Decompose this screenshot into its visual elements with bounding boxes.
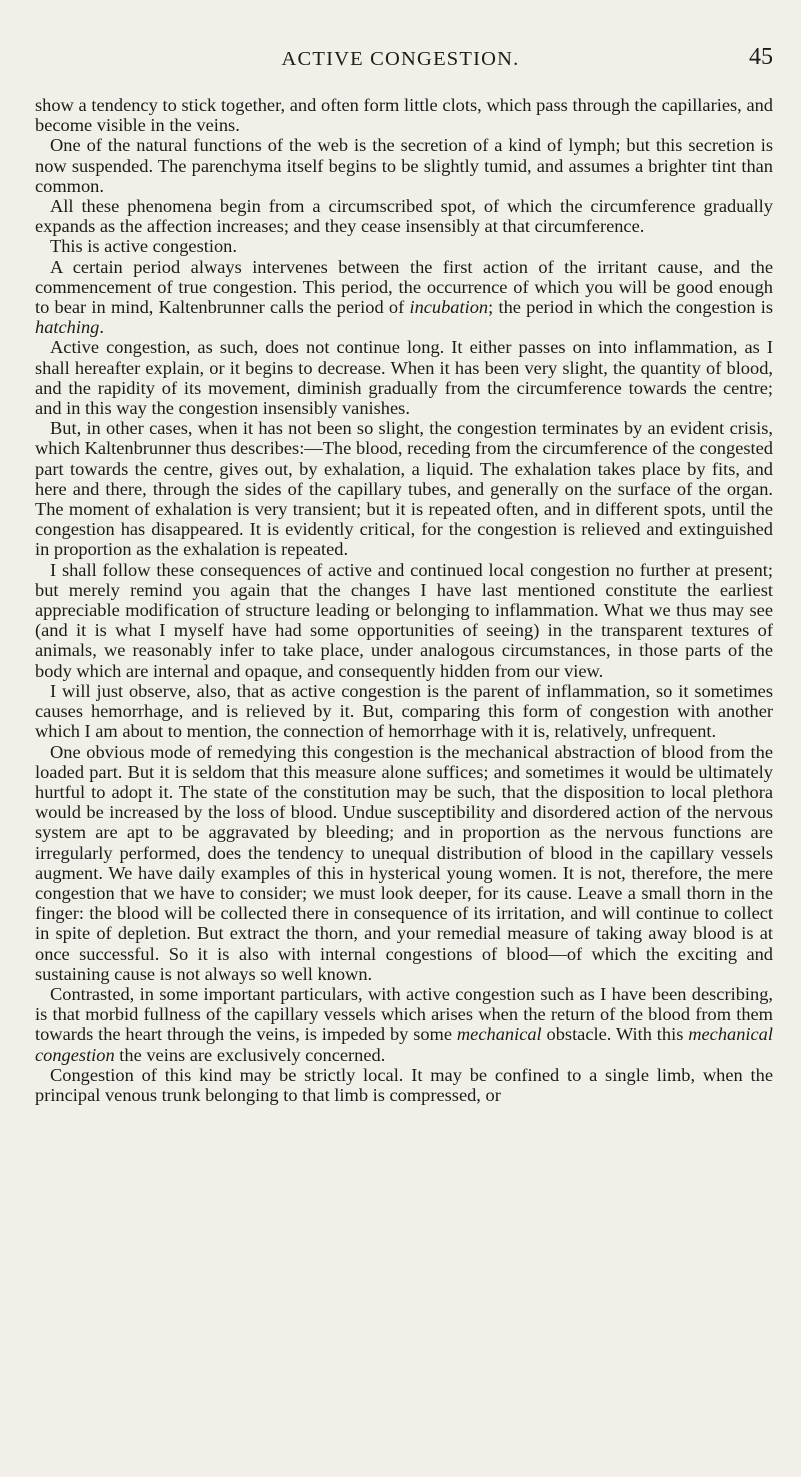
page-number: 45 (749, 44, 773, 70)
paragraph: One obvious mode of remedying this congestion is the mechanical abstraction of blood from the loaded part. But it is seldom that this measure alone suffices; and sometimes it would be ultimately hurtful to adopt it. The state of the constitution may be such, that the disposition to local plethora would be increased by the loss of blood. Undue susceptibility and disordered action of the nervous system are apt to be aggravated by bleeding; and in proportion as the nervous functions are irregularly performed, does the tendency to unequal distribution of blood in the capillary vessels augment. We have daily examples of this in hysterical young women. It is not, therefore, the mere congestion that we have to consider; we must look deeper, for its cause. Leave a small thorn in the finger: the blood will be collected there in consequence of its irritation, and will continue to collect in spite of depletion. But extract the thorn, and your remedial measure of taking away blood is at once successful. So it is also with internal congestions of blood—of which the exciting and sustaining cause is not always so well known. (35, 741, 773, 984)
paragraph: I will just observe, also, that as active congestion is the parent of inflammation, so it sometimes causes hemorrhage, and is relieved by it. But, comparing this form of congestion with another which I am about to mention, the connection of hemorrhage with it is, relatively, unfrequent. (35, 680, 773, 742)
paragraph: But, in other cases, when it has not been so slight, the congestion terminates by an evident crisis, which Kaltenbrunner thus describes:—The blood, receding from the circumference of the congested part towards the centre, gives out, by exhalation, a liquid. The exhalation takes place by fits, and here and there, through the sides of the capillary tubes, and generally on the surface of the organ. The moment of exhalation is very transient; but it is repeated often, and in different spots, until the congestion has disappeared. It is evidently critical, for the congestion is relieved and extinguished in proportion as the exhalation is repeated. (35, 418, 773, 560)
text-run: the veins are exclusively concerned. (114, 1044, 386, 1065)
paragraph (35, 257, 773, 338)
paragraph (35, 984, 773, 1065)
paragraph: All these phenomena begin from a circumscribed spot, of which the circumference gradually expands as the affection increases; and they cease insensibly at that circumference. (35, 196, 773, 237)
text-run: ; the period in which the congestion is (488, 297, 773, 318)
italic-term: hatching (35, 317, 100, 338)
italic-term: mechanical congestion (35, 1024, 773, 1065)
paragraph: Active congestion, as such, does not continue long. It either passes on into inflammation, as I shall hereafter explain, or it begins to decrease. When it has been very slight, the quantity of blood, and the rapidity of its movement, diminish gradually from the circumference towards the centre; and in this way the congestion insensibly vanishes. (35, 337, 773, 419)
text-run: obstacle. With this (541, 1024, 689, 1045)
running-title: ACTIVE CONGESTION. (281, 48, 520, 70)
italic-term: incubation (409, 297, 489, 318)
body-text (35, 95, 773, 1105)
paragraph: show a tendency to stick together, and often form little clots, which pass through the capillaries, and become visible in the veins. (35, 95, 773, 136)
paragraph: I shall follow these consequences of active and continued local congestion no further at present; but merely remind you again that the changes I have last mentioned constitute the earliest appreciable modification of structure leading or belonging to inflammation. What we thus may see (and it is what I myself have had some opportunities of seeing) in the transparent textures of animals, we reasonably infer to take place, under analogous circumstances, in those parts of the body which are internal and opaque, and consequently hidden from our view. (35, 559, 773, 681)
paragraph: One of the natural functions of the web is the secretion of a kind of lymph; but this secretion is now suspended. The parenchyma itself begins to be slightly tumid, and assumes a brighter tint than common. (35, 135, 773, 196)
text-run: Contrasted, in some important particulars, with active congestion such as I have been describing, is that morbid fullness of the capillary vessels which arises when the return of the blood from them towards the heart through the veins, is impeded by some (35, 983, 773, 1045)
text-run: . (99, 317, 104, 338)
page-header (0, 46, 801, 86)
paragraph: This is active congestion. (50, 236, 237, 257)
text-run: A certain period always intervenes between the first action of the irritant cause, and the commencement of true congestion. This period, the occurrence of which you will be good enough to bear in mind, Kaltenbrunner calls the period of (35, 256, 773, 318)
paragraph: Congestion of this kind may be strictly local. It may be confined to a single limb, when the principal venous trunk belonging to that limb is compressed, or (35, 1064, 773, 1105)
italic-term: mechanical (456, 1024, 542, 1045)
